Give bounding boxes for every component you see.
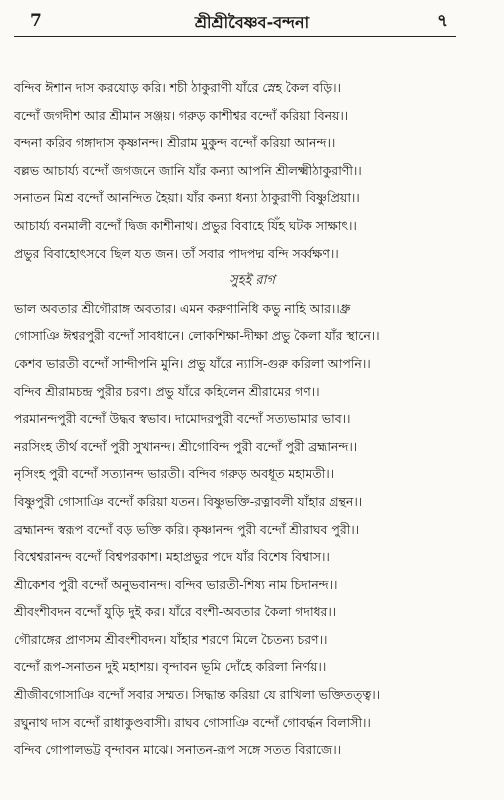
verse-line: আচার্য্য বনমালী বন্দোঁ দ্বিজ কাশীনাথ। প্রভুর বিবাহে যিঁহ ঘটক সাক্ষাৎ।।: [14, 217, 357, 233]
verse-line: কেশব ভারতী বন্দোঁ সান্দীপনি মুনি। প্রভু যাঁরে ন্যাসি-গুরু করিলা আপনি।।: [14, 355, 371, 371]
verse-line: শ্রীজীবগোসাঞি বন্দোঁ সবার সম্মত। সিদ্ধান্ত করিয়া যে রাখিলা ভক্তিতত্ত্ব।।: [14, 687, 381, 703]
page-number-right: ৭: [436, 11, 448, 31]
verse-section-2: [14, 295, 490, 764]
verse-line: নরসিংহ তীর্থ বন্দোঁ পুরী সুখানন্দ। শ্রীগোবিন্দ পুরী বন্দোঁ পুরী ব্রহ্মানন্দ।।: [14, 438, 358, 454]
verse-line: সনাতন মিশ্র বন্দোঁ আনন্দিত হৈয়া। যাঁর কন্যা ধন্যা ঠাকুরাণী বিষ্ণুপ্রিয়া।।: [14, 190, 360, 206]
verse-line: শ্রীবংশীবদন বন্দোঁ যুড়ি দুই কর। যাঁরে বংশী-অবতার কৈলা গদাধর।।: [14, 604, 337, 620]
verse-line: নৃসিংহ পুরী বন্দোঁ সত্যানন্দ ভারতী। বন্দিব গরুড় অবধূত মহামতী।।: [14, 466, 335, 482]
verse-line: ভাল অবতার শ্রীগৌরাঙ্গ অবতার। এমন করুণানিধি কভু নাহি আর।।ধ্রু: [14, 300, 351, 316]
verse-line: বন্দোঁ রূপ-সনাতন দুই মহাশয়। বৃন্দাবন ভূমি দোঁহে করিলা নির্ণয়।।: [14, 659, 327, 675]
verse-line: প্রভুর বিবাহোৎসবে ছিল যত জন। তাঁ সবার পাদপদ্ম বন্দি সর্ব্বক্ষণ।।: [14, 245, 339, 261]
verse-line: বন্দনা করিব গঙ্গাদাস কৃষ্ণানন্দ। শ্রীরাম মুকুন্দ বন্দোঁ করিয়া আনন্দ।।: [14, 135, 336, 151]
verse-line: রঘুনাথ দাস বন্দোঁ রাধাকুণ্ডবাসী। রাঘব গোসাঞি বন্দোঁ গোবর্দ্ধন বিলাসী।।: [14, 714, 371, 730]
verse-line: বিষ্ণুপুরী গোসাঞি বন্দোঁ করিয়া যতন। বিষ্ণুভক্তি-রত্নাবলী যাঁহার গ্রন্থন।।: [14, 493, 363, 509]
verse-line: পরমানন্দপুরী বন্দোঁ উদ্ধব স্বভাব। দামোদরপুরী বন্দোঁ সত্যভামার ভাব।।: [14, 411, 351, 427]
page-header: [14, 0, 490, 38]
page-number-left: 7: [30, 11, 42, 31]
raga-heading: সুহই রাগ: [229, 273, 275, 289]
verse-section-1: [14, 74, 490, 267]
verse-line: শ্রীকেশব পুরী বন্দোঁ অনুভবানন্দ। বন্দিব ভারতী-শিষ্য নাম চিদানন্দ।।: [14, 576, 338, 592]
verse-line: গোসাঞি ঈশ্বরপুরী বন্দোঁ সাবধানে। লোকশিক্ষা-দীক্ষা প্রভু কৈলা যাঁর স্থানে।।: [14, 328, 380, 344]
verse-line: বন্দিব শ্রীরামচন্দ্র পুরীর চরণ। প্রভু যাঁরে কহিলেন শ্রীরামের গণ।।: [14, 383, 320, 399]
verse-line: বন্দোঁ জগদীশ আর শ্রীমান সঞ্জয়। গরুড় কাশীশ্বর বন্দোঁ করিয়া বিনয়।।: [14, 107, 349, 123]
page-title: শ্রীশ্রীবৈষ্ণব-বন্দনা: [194, 13, 310, 32]
header-divider: [14, 36, 456, 37]
verse-line: বন্দিব গোপালভট্ট বৃন্দাবন মাঝে। সনাতন-রূপ সঙ্গে সতত বিরাজে।।: [14, 742, 342, 758]
verse-line: ব্রহ্মানন্দ স্বরূপ বন্দোঁ বড় ভক্তি করি। কৃষ্ণানন্দ পুরী বন্দোঁ শ্রীরাঘব পুরী।।: [14, 521, 360, 537]
verse-body: [14, 74, 490, 764]
verse-line: গৌরাঙ্গের প্রাণসম শ্রীবংশীবদন। যাঁহার শরণে মিলে চৈতন্য চরণ।।: [14, 631, 328, 647]
verse-line: বল্লভ আচার্য্য বন্দোঁ জগজনে জানি যাঁর কন্যা আপনি শ্রীলক্ষ্মীঠাকুরাণী।।: [14, 162, 362, 178]
verse-line: বিশ্বেশ্বরানন্দ বন্দোঁ বিশ্বপরকাশ। মহাপ্রভুর পদে যাঁর বিশেষ বিশ্বাস।।: [14, 549, 330, 565]
verse-line: বন্দিব ঈশান দাস করযোড় করি। শচী ঠাকুরাণী যাঁরে স্নেহ কৈল বড়ি।।: [14, 80, 341, 95]
